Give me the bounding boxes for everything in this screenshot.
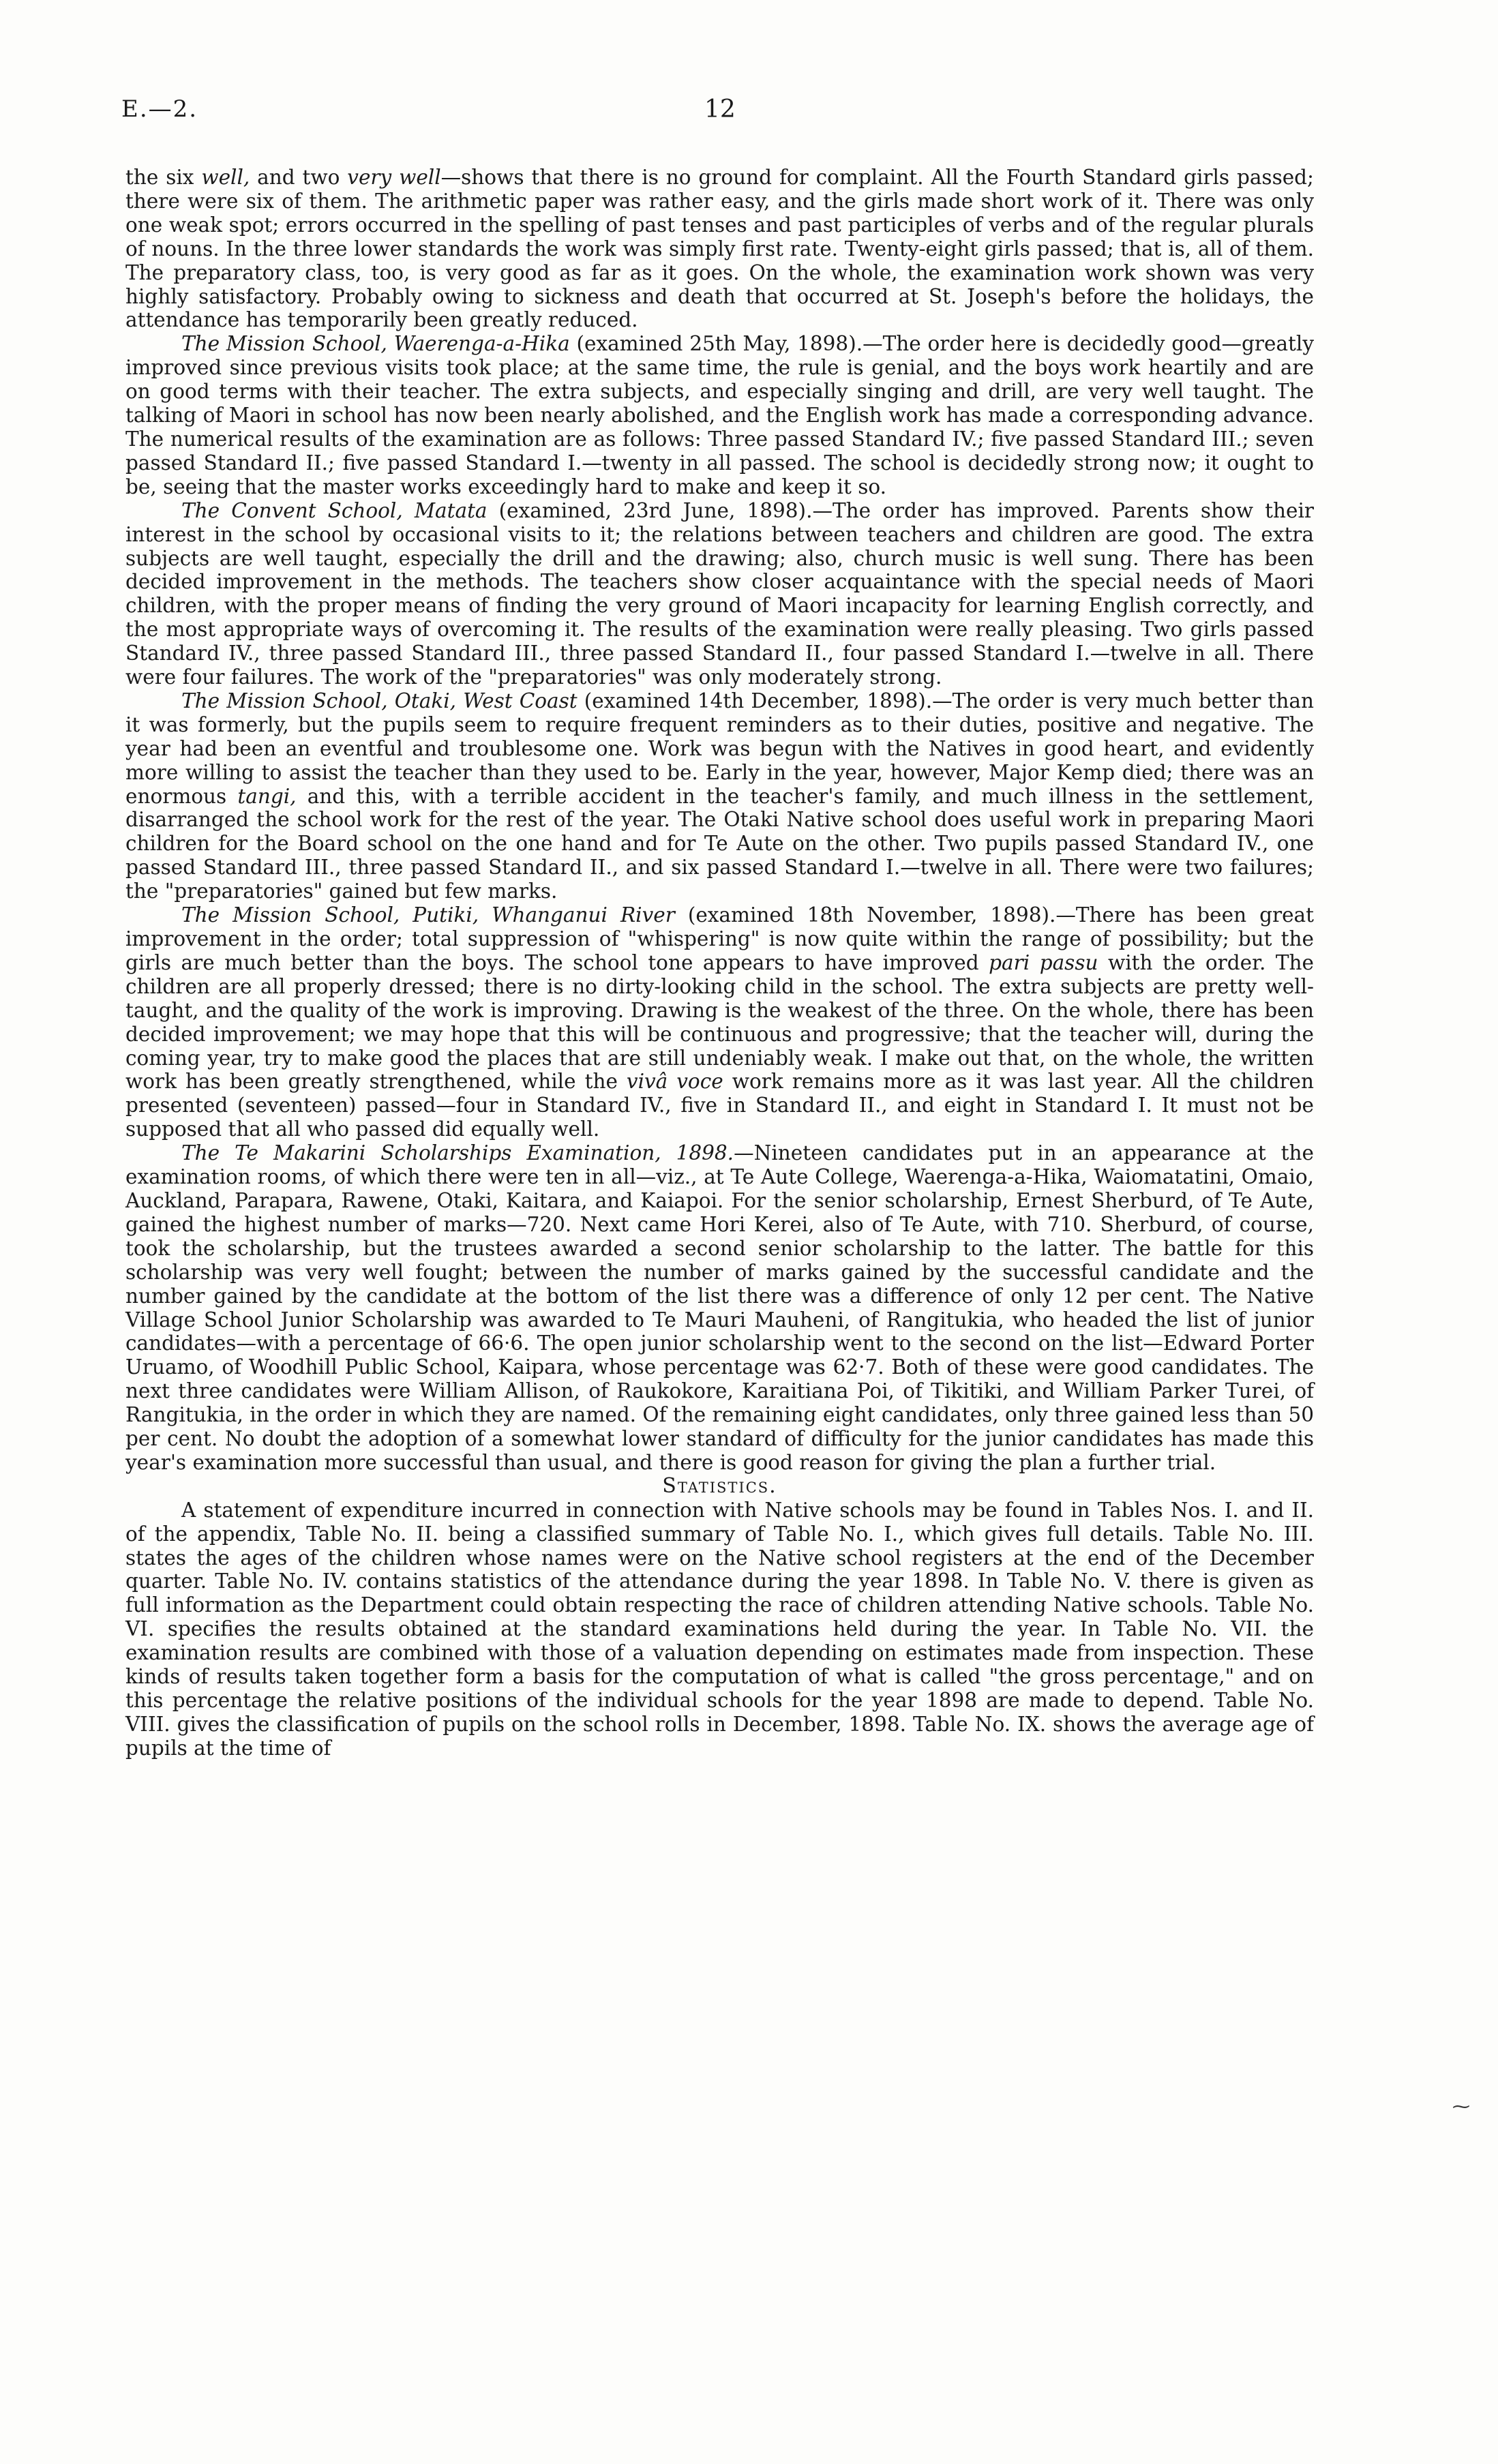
body-text (125, 166, 1314, 1760)
school-title: The Mission School, Otaki, West Coast (181, 689, 578, 712)
paragraph-matata: The Convent School, Matata (examined, 23rd June, 1898).—The order has improved. Parents show their interest in the school by occasional visits to it; the relations between teachers and children are good. The extra subjects are well taught, especially the drill and the drawing; also, church music is well sung. There has been decided improvement in the methods. The teachers show closer acquaintance with the special needs of Maori children, with the proper means of finding the very ground of Maori incapacity for learning English correctly, and the most appropriate ways of overcoming it. The results of the examination were really pleasing. Two girls passed Standard IV., three passed Standard III., three passed Standard II., four passed Standard I.—twelve in all. There were four failures. The work of the "preparatories" was only moderately strong. (125, 498, 1314, 689)
page-number: 12 (704, 95, 736, 123)
paragraph-continued: the six well, and two very well—shows that there is no ground for complaint. All the Fourth Standard girls passed; there were six of them. The arithmetic paper was rather easy, and the girls made short work of it. There was only one weak spot; errors occurred in the spelling of past tenses and past participles of verbs and of the regular plurals of nouns. In the three lower standards the work was simply first rate. Twenty-eight girls passed; that is, all of them. The preparatory class, too, is very good as far as it goes. On the whole, the examination work shown was very highly satisfactory. Probably owing to sickness and death that occurred at St. Joseph's before the holidays, the attendance has temporarily been greatly reduced. (125, 166, 1314, 332)
section-heading-italic: The Te Makarini Scholarships Examination, 1898. (181, 1141, 734, 1165)
school-title: The Convent School, Matata (181, 498, 488, 522)
paragraph-statistics: A statement of expenditure incurred in connection with Native schools may be found in Tables Nos. I. and II. of the appendix, Table No. II. being a classified summary of Table No. I., which gives full details. Table No. III. states the ages of the children whose names were on the Native school registers at the end of the December quarter. Table No. IV. contains statistics of the attendance during the year 1898. In Table No. V. there is given as full information as the Department could obtain respecting the race of children attending Native schools. Table No. VI. specifies the results obtained at the standard examinations held during the year. In Table No. VII. the examination results are combined with those of a valuation depending on estimates made from inspection. These kinds of results taken together form a basis for the computation of what is called "the gross percentage," and on this percentage the relative positions of the individual schools for the year 1898 are made to depend. Table No. VIII. gives the classification of pupils on the school rolls in December, 1898. Table No. IX. shows the average age of pupils at the time of (125, 1498, 1314, 1760)
paragraph-putiki: The Mission School, Putiki, Whanganui River (examined 18th November, 1898).—There has been great improvement in the order; total suppression of "whispering" is now quite within the range of possibility; but the girls are much better than the boys. The school tone appears to have improved pari passu with the order. The children are all properly dressed; there is no dirty-looking child in the school. The extra subjects are pretty well-taught, and the quality of the work is improving. Drawing is the weakest of the three. On the whole, there has been decided improvement; we may hope that this will be continuous and progressive; that the teacher will, during the coming year, try to make good the places that are still undeniably weak. I make out that, on the whole, the written work has been greatly strengthened, while the vivâ voce work remains more as it was last year. All the children presented (seventeen) passed—four in Standard IV., five in Standard II., and eight in Standard I. It must not be supposed that all who passed did equally well. (125, 903, 1315, 1141)
school-title: The Mission School, Putiki, Whanganui River (181, 903, 675, 927)
paragraph-scholarships: The Te Makarini Scholarships Examination, 1898.—Nineteen candidates put in an appearance at the examination rooms, of which there were ten in all—viz., at Te Aute College, Waerenga-a-Hika, Waiomatatini, Omaio, Auckland, Parapara, Rawene, Otaki, Kaitara, and Kaiapoi. For the senior scholarship, Ernest Sherburd, of Te Aute, gained the highest number of marks—720. Next came Hori Kerei, also of Te Aute, with 710. Sherburd, of course, took the scholarship, but the trustees awarded a second senior scholarship to the latter. The battle for this scholarship was very well fought; between the number of marks gained by the successful candidate and the number gained by the candidate at the bottom of the list there was a difference of only 12 per cent. The Native Village School Junior Scholarship was awarded to Te Mauri Mauheni, of Rangitukia, who headed the list of junior candidates—with a percentage of 66·6. The open junior scholarship went to the second on the list—Edward Porter Uruamo, of Woodhill Public School, Kaipara, whose percentage was 62·7. Both of these were good candidates. The next three candidates were William Allison, of Raukokore, Karaitiana Poi, of Tikitiki, and William Parker Turei, of Rangitukia, in the order in which they are named. Of the remaining eight candidates, only three gained less than 50 per cent. No doubt the adoption of a somewhat lower standard of difficulty for the junior candidates has made this year's examination more successful than usual, and there is good reason for giving the plan a further trial. (125, 1141, 1314, 1474)
page-header (121, 95, 1318, 136)
statistics-heading: Statistics. (662, 1473, 777, 1498)
paragraph-otaki: The Mission School, Otaki, West Coast (examined 14th December, 1898).—The order is very much better than it was formerly, but the pupils seem to require frequent reminders as to their duties, positive and negative. The year had been an eventful and troublesome one. Work was begun with the Natives in good heart, and evidently more willing to assist the teacher than they used to be. Early in the year, however, Major Kemp died; there was an enormous tangi, and this, with a terrible accident in the teacher's family, and much illness in the settlement, disarranged the school work for the rest of the year. The Otaki Native school does useful work in preparing Maori children for the Board school on the one hand and for Te Aute on the other. Two pupils passed Standard IV., one passed Standard III., three passed Standard II., and six passed Standard I.—twelve in all. There were two failures; the "preparatories" gained but few marks. (125, 689, 1314, 903)
document-code: E.—2. (121, 95, 198, 123)
margin-mark: ⁓ (1452, 2097, 1470, 2117)
school-title: The Mission School, Waerenga-a-Hika (181, 332, 570, 356)
paragraph-waerenga-a-hika: The Mission School, Waerenga-a-Hika (examined 25th May, 1898).—The order here is decidedly good—greatly improved since previous visits took place; at the same time, the rule is genial, and the boys work heartily and are on good terms with their teacher. The extra subjects, and especially singing and drill, are very well taught. The talking of Maori in school has now been nearly abolished, and the English work has made a corresponding advance. The numerical results of the examination are as follows: Three passed Standard IV.; five passed Standard III.; seven passed Standard II.; five passed Standard I.—twenty in all passed. The school is decidedly strong now; it ought to be, seeing that the master works exceedingly hard to make and keep it so. (125, 332, 1314, 498)
